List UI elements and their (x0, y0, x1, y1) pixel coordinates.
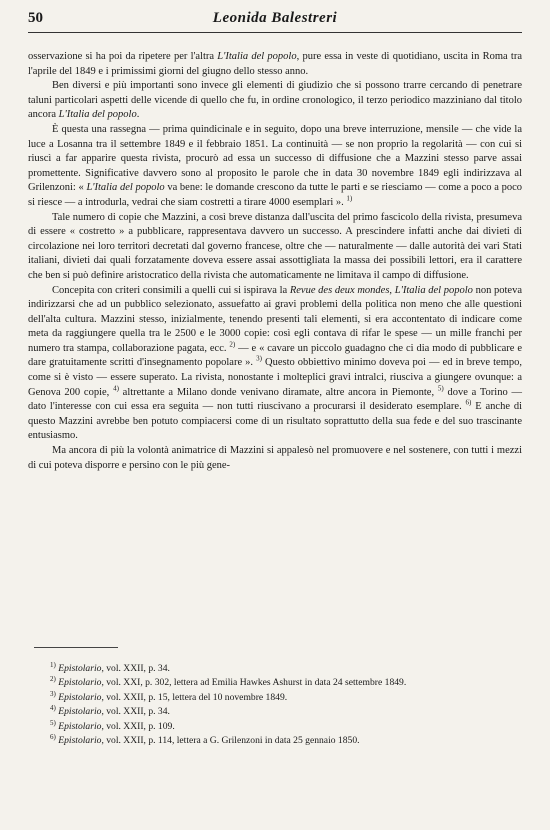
footnote-rule (34, 647, 118, 648)
page-header (28, 10, 522, 33)
running-head: Leonida Balestreri (212, 10, 338, 26)
footnote: $^{6)}$ Epistolario, vol. XXII, p. 114, lettera a G. Grilenzoni in data 25 gennaio 1850. (50, 732, 360, 747)
paragraph: osservazione si ha poi da ripetere per l'altra L'Italia del popolo, pure essa in veste di quotidiano, uscita in Roma tra l'aprile del 1849 e i primissimi giorni del giugno dello stesso anno. (28, 51, 522, 77)
footnote: $^{5)}$ Epistolario, vol. XXII, p. 109. (50, 718, 175, 732)
paragraph: Ma ancora di più la volontà animatrice di Mazzini si appalesò nel promuovere e nel sostenere, con tutti i mezzi di cui poteva disporre e persino con le più gene- (28, 445, 522, 471)
footnotes (28, 662, 522, 748)
footnote: $^{4)}$ Epistolario, vol. XXII, p. 34. (50, 704, 170, 718)
paragraph: Tale numero di copie che Mazzini, a così breve distanza dall'uscita del primo fascicolo della rivista, presumeva di essere « costretto » a pubblicare, rappresentava davvero un successo. A prescindere infatti anche dai divieti di circolazione nei loro territori decretati dal governo francese, oltre che — naturalmente — dalle autorità dei vari Stati italiani, divieti dai quali forzatamente doveva essere assai assottigliata la massa dei possibili lettori, era il carattere che ben si può definire aristocratico della rivista che automaticamente ne limitava il campo di diffusione. (28, 211, 522, 281)
body-text (28, 50, 522, 473)
footnote: $^{2)}$ Epistolario, vol. XXI, p. 302, lettera ad Emilia Hawkes Ashurst in data 24 settembre 1849. (50, 675, 407, 689)
footnote: $^{1)}$ Epistolario, vol. XXII, p. 34. (50, 660, 170, 674)
page-number: 50 (28, 10, 43, 26)
paragraph: È questa una rassegna — prima quindicinale e in seguito, dopo una breve interruzione, mensile — che vide la luce a Losanna tra il settembre 1849 e il febbraio 1851. La continuità — se non proprio la regolarità — con cui si riuscì a far apparire questa rivista, procurò ad essa un successo di diffusione che a Mazzini stesso parve assai promettente. Significative davvero sono al proposito le parole che in data 30 novembre 1849 egli indirizzava al Grilenzoni: « L'Italia del popolo va bene: le domande crescono da tutte le parti e se riesciamo — come a poco a poco si riesce — a introdurla, vedrai che siam costretti a tirare 4000 esemplari ». $^{1)}$ (28, 123, 522, 208)
footnote: $^{3)}$ Epistolario, vol. XXII, p. 15, lettera del 10 novembre 1849. (50, 689, 288, 703)
paragraph: Concepita con criteri consimili a quelli cui si ispirava la Revue des deux mondes, L'Italia del popolo non poteva indirizzarsi che ad un pubblico selezionato, assuefatto ai gravi problemi della politica non meno che alle questioni dell'alta cultura. Mazzini stesso, inizialmente, tenendo presenti tali elementi, si era accontentato di indicare come meta da raggiungere quella tra le 2500 e le 3000 copie: così egli contava di rifar le spese — un mille franchi per numero tra stampa, collaborazione pagata, ecc. $^{2)}$ — e « cavare un piccolo guadagno che ci dia modo di pubblicare e dare gratuitamente scritti d'insegnamento popolare ». $^{3)}$ Questo obbiettivo minimo doveva poi — ed in breve tempo, come si è visto — essere superato. La rivista, nonostante i molteplici gravi intralci, riusciva a giungere ovunque: a Genova 200 copie, $^{4)}$ altrettante a Milano donde venivano diramate, altre ancora in Piemonte, $^{5)}$ dove a Torino — dato l'interesse con cui essa era seguita — non tutti riuscivano a procurarsi il desiderato esemplare. $^{6)}$ E anche di questo Mazzini avrebbe ben potuto compiacersi come di un risultato soprattutto della sua fede e del suo trascinante entusiasmo. (28, 284, 523, 442)
paragraph: Ben diversi e più importanti sono invece gli elementi di giudizio che si possono trarre cercando di penetrare taluni particolari aspetti delle vicende di quello che fu, in ordine cronologico, il terzo periodico mazziniano dal titolo ancora L'Italia del popolo. (28, 80, 522, 121)
